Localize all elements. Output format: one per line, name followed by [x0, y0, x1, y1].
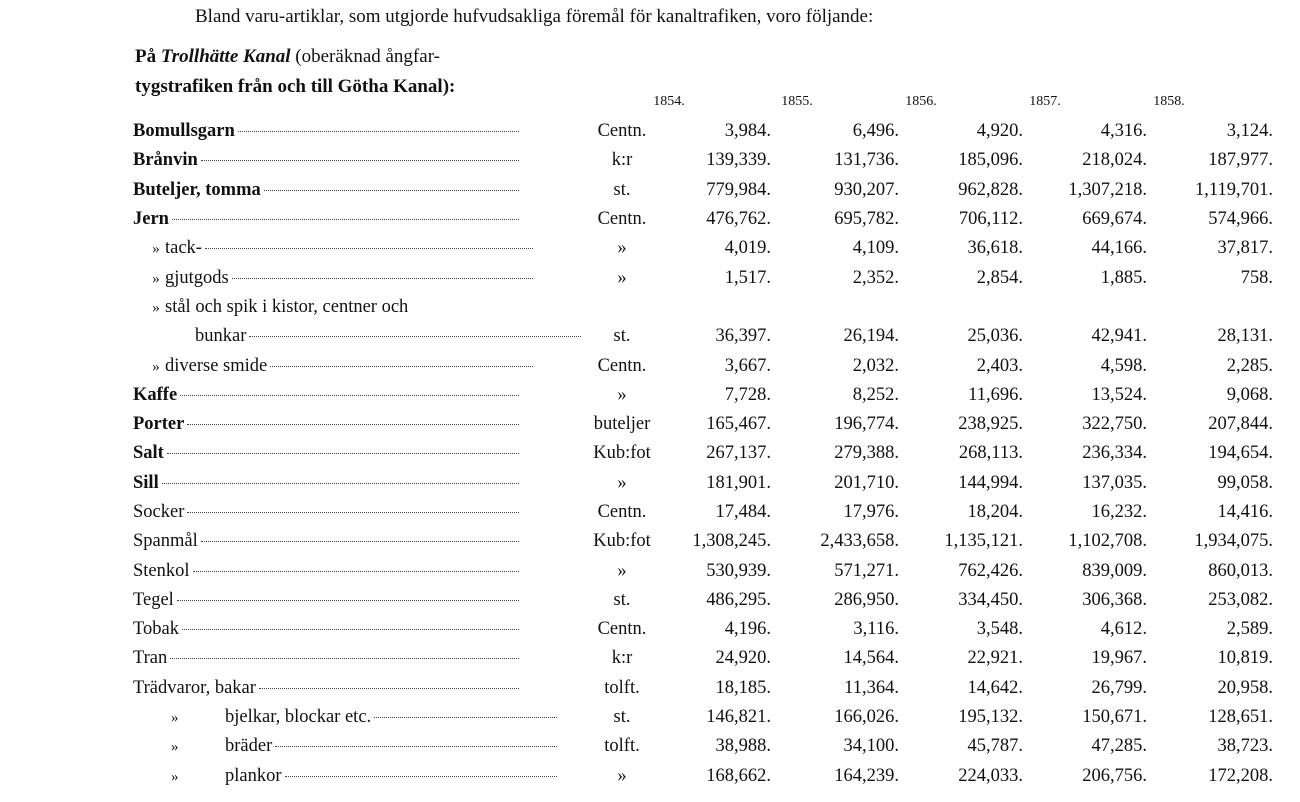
value-cell-1856: 25,036. [967, 326, 1023, 347]
value-cell-1857: 13,524. [1091, 384, 1147, 405]
dot-leader [167, 453, 519, 454]
value-cell-1855: 2,032. [852, 355, 899, 376]
value-cell-1856: 18,204. [967, 502, 1023, 522]
dot-leader [170, 658, 519, 659]
value-cell-1857: 4,316. [1100, 121, 1147, 142]
table-row [133, 234, 1273, 263]
value-cell-1858: 1,934,075. [1194, 531, 1273, 552]
year-header-1856: 1856. [905, 94, 937, 109]
dot-leader [180, 395, 519, 396]
value-cell-1854: 36,397. [715, 326, 771, 347]
value-cell-1857: 236,334. [1082, 443, 1147, 464]
value-cell-1856: 45,787. [967, 736, 1023, 757]
row-label: stål och spik i kistor, centner och [165, 296, 409, 317]
table-row [133, 586, 1273, 615]
dot-leader [187, 512, 519, 513]
row-label-cell [133, 439, 581, 468]
value-cell-1858: 194,654. [1208, 443, 1273, 464]
table-row [133, 176, 1273, 205]
value-cell-1856: 185,096. [958, 150, 1023, 171]
value-cell-1855: 3,116. [853, 619, 899, 640]
value-cell-1857: 137,035. [1082, 472, 1147, 493]
unit-cell: st. [613, 589, 631, 610]
row-label: gjutgods [165, 267, 229, 288]
table-row [133, 146, 1273, 175]
value-cell-1855: 166,026. [834, 707, 899, 728]
row-label: Buteljer, tomma [133, 179, 261, 200]
unit-cell: st. [613, 707, 631, 728]
value-cell-1856: 195,132. [958, 707, 1023, 728]
dot-leader [264, 190, 519, 191]
table-row [133, 205, 1273, 234]
dot-leader [275, 746, 557, 747]
value-cell-1854: 1,517. [724, 267, 771, 288]
value-cell-1856: 3,548. [976, 619, 1023, 640]
value-cell-1855: 201,710. [834, 472, 899, 493]
subtitle-canal: Trollhätte Kanal [160, 46, 291, 67]
table-row [133, 293, 1273, 322]
value-cell-1858: 28,131. [1217, 326, 1273, 347]
value-cell-1855: 695,782. [834, 209, 899, 230]
value-cell-1854: 779,984. [706, 179, 771, 200]
row-label-cell [133, 615, 581, 644]
row-label-cell [133, 263, 581, 292]
value-cell-1858: 38,723. [1217, 736, 1273, 757]
value-cell-1857: 47,285. [1091, 736, 1147, 757]
row-label-cell [133, 469, 581, 498]
unit-cell: » [617, 238, 627, 259]
value-cell-1855: 11,364. [844, 677, 899, 698]
row-label-cell [133, 527, 581, 556]
subtitle-line2: tygstrafiken från och till Götha Kanal): [135, 76, 456, 97]
unit-cell: k:r [611, 648, 633, 669]
value-cell-1857: 1,307,218. [1068, 179, 1147, 200]
value-cell-1856: 238,925. [958, 414, 1023, 435]
table-row [133, 322, 1273, 351]
value-cell-1857: 16,232. [1091, 502, 1147, 522]
row-label-cell [133, 556, 581, 585]
value-cell-1855: 4,109. [852, 238, 899, 259]
unit-cell: Centn. [597, 619, 647, 640]
value-cell-1856: 1,135,121. [944, 531, 1023, 552]
value-cell-1858: 2,285. [1226, 355, 1273, 376]
row-label: tack- [165, 238, 202, 259]
value-cell-1854: 3,667. [724, 355, 771, 376]
row-label-cell [133, 703, 581, 732]
year-header-1858: 1858. [1153, 94, 1185, 109]
row-label: Trädvaror, bakar [133, 677, 256, 698]
row-label: Salt [133, 443, 164, 464]
row-label-cell [133, 674, 581, 703]
value-cell-1856: 962,828. [958, 179, 1023, 200]
row-label-cell [133, 351, 581, 380]
value-cell-1854: 7,728. [724, 384, 771, 405]
ditto-mark: » [152, 270, 160, 287]
value-cell-1854: 267,137. [706, 443, 771, 464]
dot-leader [238, 131, 519, 132]
ditto-mark: » [171, 739, 179, 756]
row-label: Socker [133, 502, 185, 522]
value-cell-1854: 4,196. [724, 619, 771, 640]
value-cell-1854: 38,988. [715, 736, 771, 757]
value-cell-1856: 334,450. [958, 589, 1023, 610]
value-cell-1854: 476,762. [706, 209, 771, 230]
value-cell-1857: 218,024. [1082, 150, 1147, 171]
unit-cell: Centn. [597, 355, 647, 376]
year-header-1857: 1857. [1029, 94, 1061, 109]
table-row [133, 615, 1273, 644]
row-label-cell [133, 322, 581, 351]
unit-cell: st. [613, 179, 631, 200]
value-cell-1855: 17,976. [843, 502, 899, 522]
row-label: Jern [133, 209, 169, 230]
value-cell-1854: 530,939. [706, 560, 771, 581]
section-subtitle [135, 42, 525, 102]
value-cell-1856: 224,033. [958, 765, 1023, 786]
value-cell-1856: 11,696. [968, 384, 1023, 405]
intro-text: Bland varu-artiklar, som utgjorde hufvudsakliga föremål för kanaltrafiken, voro följande: [195, 6, 874, 27]
value-cell-1858: 207,844. [1208, 414, 1273, 435]
ditto-mark: » [171, 710, 179, 727]
value-cell-1855: 34,100. [843, 736, 899, 757]
row-label-cell [133, 381, 581, 410]
value-cell-1858: 14,416. [1217, 502, 1273, 522]
row-label: bunkar [195, 326, 247, 347]
value-cell-1854: 4,019. [724, 238, 771, 259]
value-cell-1854: 165,467. [706, 414, 771, 435]
value-cell-1858: 20,958. [1217, 677, 1273, 698]
table-row [133, 527, 1273, 556]
value-cell-1855: 930,207. [834, 179, 899, 200]
value-cell-1856: 2,854. [976, 267, 1023, 288]
row-label: Tegel [133, 589, 174, 610]
unit-cell: tolft. [604, 736, 640, 757]
value-cell-1855: 14,564. [843, 648, 899, 669]
value-cell-1857: 1,885. [1100, 267, 1147, 288]
value-cell-1854: 168,662. [706, 765, 771, 786]
row-label: Tobak [133, 619, 179, 640]
table-row [133, 644, 1273, 673]
unit-cell: » [617, 267, 627, 288]
dot-leader [285, 776, 557, 777]
unit-cell [581, 293, 663, 322]
value-cell-1855: 286,950. [834, 589, 899, 610]
dot-leader [193, 571, 519, 572]
subtitle-prefix: På [135, 46, 157, 67]
goods-table-body [133, 117, 1273, 791]
ditto-mark: » [152, 241, 160, 258]
value-cell-1856: 268,113. [958, 443, 1023, 464]
value-cell-1856: 2,403. [976, 355, 1023, 376]
table-row [133, 556, 1273, 585]
value-cell-1857: 42,941. [1091, 326, 1147, 347]
row-label: Tran [133, 648, 168, 669]
unit-cell: st. [613, 326, 631, 347]
value-cell-1857: 839,009. [1082, 560, 1147, 581]
table-row [133, 703, 1273, 732]
ditto-mark: » [171, 768, 179, 785]
value-cell-1857: 322,750. [1082, 414, 1147, 435]
value-cell-1857: 669,674. [1082, 209, 1147, 230]
value-cell-1858: 574,966. [1208, 209, 1273, 230]
row-label-cell [133, 146, 581, 175]
value-cell-1854: 3,984. [724, 121, 771, 142]
value-cell-1855: 164,239. [834, 765, 899, 786]
dot-leader [172, 219, 519, 220]
value-cell-1854: 17,484. [715, 502, 771, 522]
dot-leader [201, 541, 519, 542]
year-header-1855: 1855. [781, 94, 813, 109]
row-label-cell [133, 234, 581, 263]
dot-leader [201, 160, 519, 161]
row-label-cell [133, 176, 581, 205]
value-cell-1858: 172,208. [1208, 765, 1273, 786]
row-label-cell [133, 410, 581, 439]
row-label-cell [133, 762, 581, 791]
dot-leader [249, 336, 581, 337]
value-cell-1858: 9,068. [1226, 384, 1273, 405]
value-cell-1854: 181,901. [706, 472, 771, 493]
row-label: Spanmål [133, 531, 198, 552]
intro-heading [195, 6, 873, 28]
value-cell-1855: 571,271. [834, 560, 899, 581]
value-cell-1858: 2,589. [1226, 619, 1273, 640]
value-cell-1855: 6,496. [852, 121, 899, 142]
dot-leader [187, 424, 519, 425]
dot-leader [232, 278, 533, 279]
value-cell-1854: 1,308,245. [692, 531, 771, 552]
value-cell-1855: 8,252. [852, 384, 899, 405]
value-cell-1857: 26,799. [1091, 677, 1147, 698]
row-label: bjelkar, blockar etc. [225, 707, 372, 728]
value-cell-1854: 18,185. [715, 677, 771, 698]
value-cell-1855: 26,194. [843, 326, 899, 347]
row-label: Porter [133, 414, 185, 435]
unit-cell: tolft. [604, 677, 640, 698]
row-label: Brånvin [133, 150, 198, 171]
table-row [133, 674, 1273, 703]
unit-cell: buteljer [593, 414, 651, 435]
value-cell-1856: 14,642. [967, 677, 1023, 698]
value-cell-1856: 22,921. [967, 648, 1023, 669]
table-row [133, 439, 1273, 468]
unit-cell: Centn. [597, 502, 647, 522]
value-cell-1855: 196,774. [834, 414, 899, 435]
value-cell-1856: 36,618. [967, 238, 1023, 259]
value-cell-1855: 2,433,658. [820, 531, 899, 552]
dot-leader [259, 688, 519, 689]
value-cell-1858: 187,977. [1208, 150, 1273, 171]
value-cell-1857: 306,368. [1082, 589, 1147, 610]
row-label: Sill [133, 472, 159, 493]
subtitle-rest-line1: (oberäknad ångfar- [295, 46, 440, 67]
value-cell-1857 [1023, 293, 1147, 322]
value-cell-1856: 706,112. [958, 209, 1023, 230]
table-row [133, 469, 1273, 498]
value-cell-1856: 144,994. [958, 472, 1023, 493]
value-cell-1858: 128,651. [1208, 707, 1273, 728]
table-row [133, 732, 1273, 761]
value-cell-1858: 1,119,701. [1195, 179, 1273, 200]
dot-leader [270, 366, 533, 367]
table-row [133, 762, 1273, 791]
row-label: plankor [225, 765, 282, 786]
value-cell-1854 [663, 293, 771, 322]
dot-leader [374, 717, 557, 718]
dot-leader [177, 600, 519, 601]
unit-cell: » [617, 384, 627, 405]
value-cell-1858: 3,124. [1226, 121, 1273, 142]
value-cell-1855: 279,388. [834, 443, 899, 464]
value-cell-1854: 486,295. [706, 589, 771, 610]
value-cell-1858 [1147, 293, 1273, 322]
value-cell-1858: 253,082. [1208, 589, 1273, 610]
table-row [133, 381, 1273, 410]
value-cell-1857: 206,756. [1082, 765, 1147, 786]
value-cell-1855 [771, 293, 899, 322]
goods-table [133, 117, 1273, 791]
unit-cell: Centn. [597, 121, 647, 142]
value-cell-1854: 146,821. [706, 707, 771, 728]
value-cell-1855: 2,352. [852, 267, 899, 288]
value-cell-1856: 762,426. [958, 560, 1023, 581]
table-row [133, 351, 1273, 380]
dot-leader [162, 483, 519, 484]
value-cell-1857: 150,671. [1082, 707, 1147, 728]
unit-cell: » [617, 765, 627, 786]
unit-cell: » [617, 472, 627, 493]
row-label: diverse smide [165, 355, 268, 376]
value-cell-1857: 44,166. [1091, 238, 1147, 259]
row-label: Bomullsgarn [133, 121, 235, 142]
value-cell-1857: 4,612. [1100, 619, 1147, 640]
value-cell-1854: 139,339. [706, 150, 771, 171]
unit-cell: » [617, 560, 627, 581]
value-cell-1856: 4,920. [976, 121, 1023, 142]
row-label: Stenkol [133, 560, 190, 581]
table-row [133, 117, 1273, 146]
unit-cell: Kub:fot [593, 531, 651, 552]
value-cell-1854: 24,920. [715, 648, 771, 669]
row-label-cell [133, 293, 581, 322]
value-cell-1857: 19,967. [1091, 648, 1147, 669]
ditto-mark: » [152, 358, 160, 375]
dot-leader [205, 248, 533, 249]
value-cell-1855: 131,736. [834, 150, 899, 171]
value-cell-1858: 99,058. [1217, 472, 1273, 493]
row-label-cell [133, 644, 581, 673]
table-row [133, 263, 1273, 292]
row-label: bräder [225, 736, 273, 757]
value-cell-1858: 758. [1240, 267, 1273, 288]
unit-cell: Kub:fot [593, 443, 651, 464]
unit-cell: k:r [611, 150, 633, 171]
row-label: Kaffe [133, 384, 178, 405]
year-header-1854: 1854. [653, 94, 685, 109]
value-cell-1857: 4,598. [1100, 355, 1147, 376]
table-row [133, 410, 1273, 439]
row-label-cell [133, 205, 581, 234]
value-cell-1856 [899, 293, 1023, 322]
dot-leader [182, 629, 519, 630]
row-label-cell [133, 586, 581, 615]
row-label-cell [133, 498, 581, 527]
table-row [133, 498, 1273, 527]
ditto-mark: » [152, 299, 160, 316]
row-label-cell [133, 117, 581, 146]
value-cell-1858: 37,817. [1217, 238, 1273, 259]
unit-cell: Centn. [597, 209, 647, 230]
row-label-cell [133, 732, 581, 761]
value-cell-1857: 1,102,708. [1068, 531, 1147, 552]
value-cell-1858: 860,013. [1208, 560, 1273, 581]
value-cell-1858: 10,819. [1217, 648, 1273, 669]
